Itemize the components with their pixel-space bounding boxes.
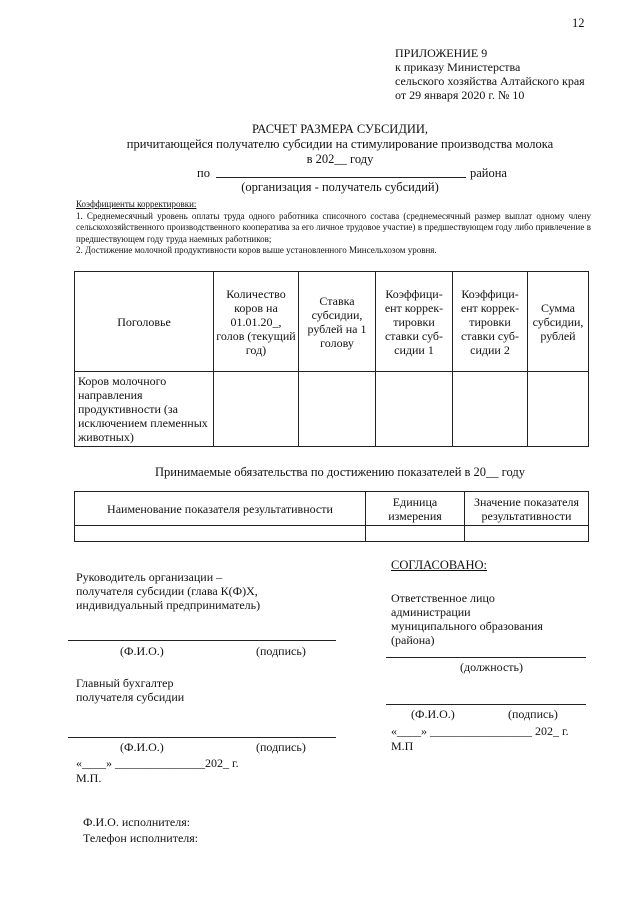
date-left: «____» _______________202_ г. bbox=[76, 756, 239, 770]
organization-caption: (организация - получатель субсидий) bbox=[241, 180, 439, 194]
head-fio-caption: (Ф.И.О.) bbox=[120, 644, 164, 658]
obligations-title: Принимаемые обязательства по достижению показателей в 20__ году bbox=[155, 465, 525, 479]
table-row bbox=[75, 526, 589, 542]
organization-underline bbox=[216, 177, 466, 178]
resp-line4: (района) bbox=[391, 633, 435, 647]
head-line1: Руководитель организации – bbox=[76, 570, 223, 584]
head-line3: индивидуальный предприниматель) bbox=[76, 598, 261, 612]
stamp-right: М.П bbox=[391, 739, 414, 753]
appendix-order: к приказу Министерства bbox=[395, 60, 521, 74]
head-block bbox=[76, 570, 260, 612]
obligations-table bbox=[74, 491, 589, 542]
row-label: Коров молочного направления продуктивности (за исключением племенных животных) bbox=[75, 372, 214, 447]
header-cows-count: Количество коров на 01.01.20_, голов (текущий год) bbox=[214, 272, 299, 372]
accountant-fio-caption: (Ф.И.О.) bbox=[120, 740, 164, 754]
document-title bbox=[60, 122, 620, 167]
cell-indicator-name[interactable] bbox=[75, 526, 366, 542]
coefficients-heading: Коэффициенты корректировки: bbox=[76, 199, 197, 209]
resp-line1: Ответственное лицо bbox=[391, 591, 495, 605]
cell-coef1[interactable] bbox=[376, 372, 453, 447]
title-line2: причитающейся получателю субсидии на стимулирование производства молока bbox=[126, 137, 554, 151]
cell-indicator-value[interactable] bbox=[465, 526, 589, 542]
obligations-col-name: Наименование показателя результативности bbox=[75, 492, 366, 526]
accountant-signature-line[interactable] bbox=[68, 737, 336, 738]
responsible-sign-caption: (подпись) bbox=[508, 707, 558, 721]
head-sign-caption: (подпись) bbox=[256, 644, 306, 658]
accountant-sign-caption: (подпись) bbox=[256, 740, 306, 754]
responsible-signature-line[interactable] bbox=[386, 704, 586, 705]
obligations-header bbox=[75, 492, 589, 526]
appendix-date: от 29 января 2020 г. № 10 bbox=[395, 88, 525, 102]
appendix-title: ПРИЛОЖЕНИЕ 9 bbox=[395, 46, 488, 60]
subsidy-table-header bbox=[75, 272, 589, 372]
header-headcount: Поголовье bbox=[75, 272, 214, 372]
header-rate: Ставка субсидии, рублей на 1 голову bbox=[299, 272, 376, 372]
title-line1: РАСЧЕТ РАЗМЕРА СУБСИДИИ, bbox=[251, 122, 429, 136]
title-po: по bbox=[197, 166, 210, 180]
executor-phone: Телефон исполнителя: bbox=[83, 831, 199, 845]
subsidy-table bbox=[74, 271, 589, 447]
coefficient-item-2: 2. Достижение молочной продуктивности коров выше установленного Минсельхозом уровня. bbox=[76, 245, 437, 255]
head-line2: получателя субсидии (глава К(Ф)Х, bbox=[76, 584, 258, 598]
header-sum: Сумма субсидии, рублей bbox=[528, 272, 589, 372]
head-signature-line[interactable] bbox=[68, 640, 336, 641]
cell-indicator-unit[interactable] bbox=[366, 526, 465, 542]
coefficient-item-1: 1. Среднемесячный уровень оплаты труда одного работника списочного состава (среднемесячный размер выплат одному члену сельскохозяйственного производственного кооператива за его личное трудовое участие) в предшествующем году либо привлечение в предшествующем году труда наемных работников; bbox=[76, 210, 591, 244]
executor-fio: Ф.И.О. исполнителя: bbox=[83, 815, 191, 829]
resp-line3: муниципального образования bbox=[391, 619, 543, 633]
table-row bbox=[75, 372, 589, 447]
appendix-ministry: сельского хозяйства Алтайского края bbox=[395, 74, 585, 88]
page-number: 12 bbox=[572, 16, 585, 30]
agreed-label: СОГЛАСОВАНО: bbox=[391, 558, 488, 572]
position-line[interactable] bbox=[386, 657, 586, 658]
title-line3: в 202__ году bbox=[306, 152, 374, 166]
obligations-col-value: Значение показателя результативности bbox=[465, 492, 589, 526]
header-coef1: Коэффици-ент коррек-тировки ставки суб-сидии 1 bbox=[376, 272, 453, 372]
cell-coef2[interactable] bbox=[453, 372, 528, 447]
obligations-col-unit: Единица измерения bbox=[366, 492, 465, 526]
cell-sum[interactable] bbox=[528, 372, 589, 447]
coefficients-block bbox=[76, 199, 591, 257]
position-caption: (должность) bbox=[460, 660, 523, 674]
responsible-fio-caption: (Ф.И.О.) bbox=[411, 707, 455, 721]
stamp-left: М.П. bbox=[76, 771, 102, 785]
header-coef2: Коэффици-ент коррек-тировки ставки суб-сидии 2 bbox=[453, 272, 528, 372]
accountant-block bbox=[76, 676, 184, 704]
accountant-line1: Главный бухгалтер bbox=[76, 676, 174, 690]
title-rayona: района bbox=[470, 166, 507, 180]
appendix-header bbox=[395, 46, 585, 102]
accountant-line2: получателя субсидии bbox=[76, 690, 185, 704]
date-right: «____» _________________ 202_ г. bbox=[391, 724, 569, 738]
resp-line2: администрации bbox=[391, 605, 471, 619]
cell-cows-count[interactable] bbox=[214, 372, 299, 447]
responsible-block bbox=[391, 591, 543, 647]
cell-rate[interactable] bbox=[299, 372, 376, 447]
